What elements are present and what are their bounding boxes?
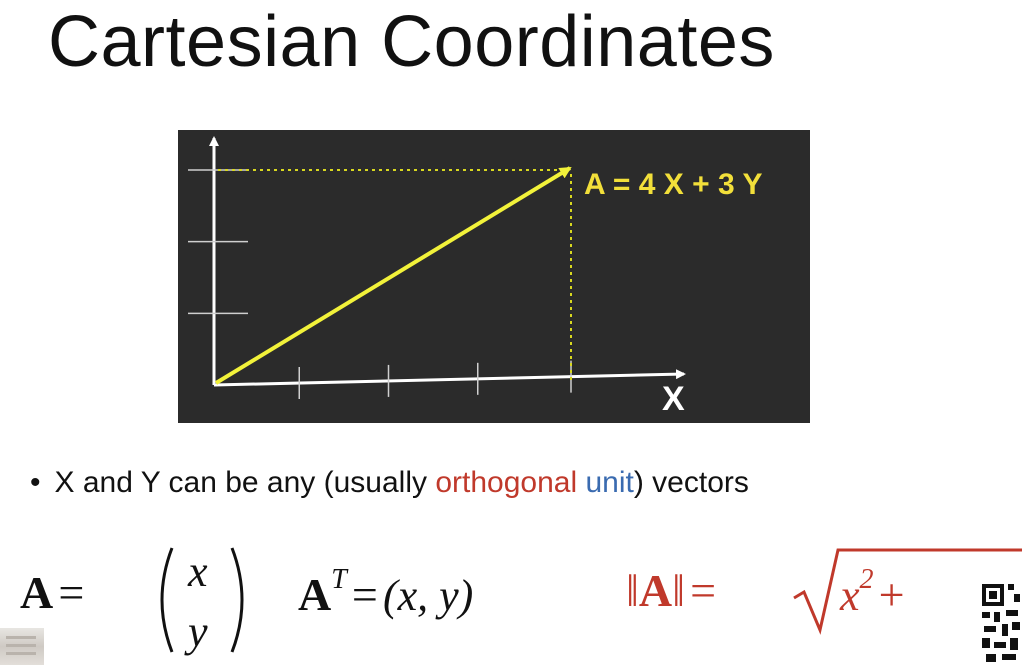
radicand-x: x [840,571,860,620]
equals-sign: = [351,569,378,620]
qr-code-icon [978,576,1022,665]
formula-a-bold: A [20,567,54,618]
webcam-thumbnail [0,628,44,665]
norm-bars-close: ‖ [672,565,686,616]
cartesian-diagram [178,130,810,423]
equals-sign: = [58,567,85,618]
x-axis [214,374,684,385]
norm-bars-open: ‖ [626,565,639,616]
equals-sign: = [690,565,717,616]
squared-exponent: 2 [859,564,874,595]
bullet-dot: • [30,466,41,499]
bullet-text-prefix: X and Y can be any (usually [54,466,436,499]
slide-title: Cartesian Coordinates [48,2,775,82]
transpose-superscript: T [331,564,347,595]
vector-equation-label: A = 4 X + 3 Y [584,168,763,201]
bullet-text-suffix: ) vectors [633,466,749,499]
vector-a-arrow [216,168,570,383]
formula-a-bold: A [298,569,332,620]
plus-sign: + [878,569,905,620]
vector-component-x: x [188,547,208,596]
x-axis-label: X [662,380,685,418]
vector-component-y: y [188,607,208,656]
formula-a-bold: A [638,565,673,616]
row-vector: (x, y) [382,571,474,620]
bullet-point [30,466,749,500]
word-unit: unit [585,466,634,499]
word-orthogonal: orthogonal [435,466,578,499]
